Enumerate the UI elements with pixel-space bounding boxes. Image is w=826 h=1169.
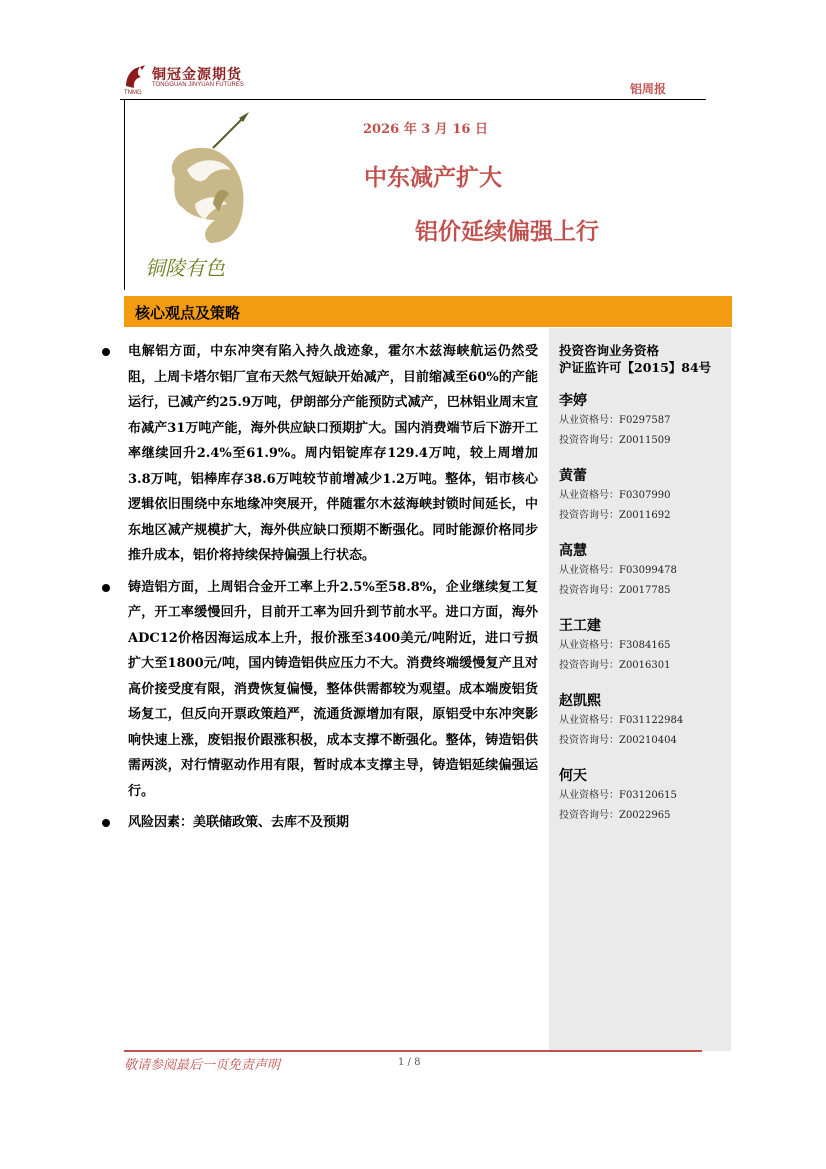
footer-rule bbox=[124, 1050, 702, 1052]
consult-number: 投资咨询号：Z0017785 bbox=[559, 585, 671, 596]
practice-number: 从业资格号：F03099478 bbox=[559, 565, 677, 576]
section-title: 核心观点及策略 bbox=[135, 304, 241, 322]
practice-number: 从业资格号：F031122984 bbox=[559, 715, 684, 726]
main-content bbox=[100, 339, 538, 842]
report-type: 铝周报 bbox=[630, 82, 667, 96]
analyst-name: 李婷 bbox=[559, 393, 587, 409]
consult-number: 投资咨询号：Z00210404 bbox=[559, 735, 677, 746]
company-abbr: TNMG bbox=[124, 90, 142, 96]
analyst-card bbox=[559, 466, 729, 526]
consult-number: 投资咨询号：Z0016301 bbox=[559, 660, 671, 671]
analyst-name: 高慧 bbox=[559, 543, 587, 559]
disclaimer-link[interactable]: 敬请参阅最后一页免责声明 bbox=[124, 1058, 281, 1073]
consult-number: 投资咨询号：Z0022965 bbox=[559, 810, 671, 821]
practice-number: 从业资格号：F0297587 bbox=[559, 415, 671, 426]
company-name: 铜冠金源期货 bbox=[152, 67, 242, 83]
analyst-card bbox=[559, 391, 729, 451]
analyst-info bbox=[559, 342, 729, 826]
consult-number: 投资咨询号：Z0011692 bbox=[559, 510, 671, 521]
analyst-card bbox=[559, 616, 729, 676]
practice-number: 从业资格号：F3084165 bbox=[559, 640, 671, 651]
header-rule bbox=[120, 99, 706, 100]
report-title-line1: 中东减产扩大 bbox=[364, 165, 502, 191]
company-logo-icon bbox=[120, 62, 150, 92]
analyst-name: 赵凯熙 bbox=[559, 693, 601, 709]
report-date: 2026 年 3 月 16 日 bbox=[363, 122, 488, 137]
consult-number: 投资咨询号：Z0011509 bbox=[559, 435, 671, 446]
analyst-name: 黄蕾 bbox=[559, 468, 587, 484]
analyst-card bbox=[559, 691, 729, 751]
qualification-text: 投资咨询业务资格 沪证监许可【2015】84号 bbox=[559, 343, 712, 375]
left-rule bbox=[124, 100, 125, 290]
phoenix-emblem-icon bbox=[135, 108, 265, 283]
analyst-name: 何天 bbox=[559, 768, 587, 784]
page-number: 1 / 8 bbox=[398, 1057, 421, 1068]
emblem-calligraphy: 铜陵有色 bbox=[145, 256, 225, 280]
analyst-card bbox=[559, 541, 729, 601]
practice-number: 从业资格号：F0307990 bbox=[559, 490, 671, 501]
report-title-line2: 铝价延续偏强上行 bbox=[415, 219, 599, 245]
bullet-point: 风险因素：美联储政策、去库不及预期 bbox=[100, 810, 538, 836]
analyst-name: 王工建 bbox=[559, 618, 601, 634]
company-name-en: TONGGUAN JINYUAN FUTURES bbox=[152, 82, 244, 88]
analyst-card bbox=[559, 766, 729, 826]
bullet-point: 电解铝方面，中东冲突有陷入持久战迹象，霍尔木兹海峡航运仍然受阻，上周卡塔尔铝厂宣布天然气短缺开始减产，目前缩减至60%的产能运行，已减产约25.9万吨，伊朗部分产能预防式减产，巴林铝业周末宣布减产31万吨产能，海外供应缺口预期扩大。国内消费端节后下游开工率继续回升2.4%至61.9%。周内铝锭库存129.4万吨，较上周增加3.8万吨，铝棒库存38.6万吨较节前增减少1.2万吨。整体，铝市核心逻辑依旧围绕中东地缘冲突展开，伴随霍尔木兹海峡封锁时间延长，中东地区减产规模扩大，海外供应缺口预期不断强化。同时能源价格同步推升成本，铝价将持续保持偏强上行状态。 bbox=[100, 339, 538, 569]
bullet-point: 铸造铝方面，上周铝合金开工率上升2.5%至58.8%，企业继续复工复产，开工率缓慢回升，目前开工率为回升到节前水平。进口方面，海外ADC12价格因海运成本上升，报价涨至3400美元/吨附近，进口亏损扩大至1800元/吨，国内铸造铝供应压力不大。消费终端缓慢复产且对高价接受度有限，消费恢复偏慢，整体供需都较为观望。成本端废铝货场复工，但反向开票政策趋严，流通货源增加有限，原铝受中东冲突影响快速上涨，废铝报价跟涨积极，成本支撑不断强化。整体，铸造铝供需两淡，对行情驱动作用有限，暂时成本支撑主导，铸造铝延续偏强运行。 bbox=[100, 575, 538, 805]
practice-number: 从业资格号：F03120615 bbox=[559, 790, 677, 801]
